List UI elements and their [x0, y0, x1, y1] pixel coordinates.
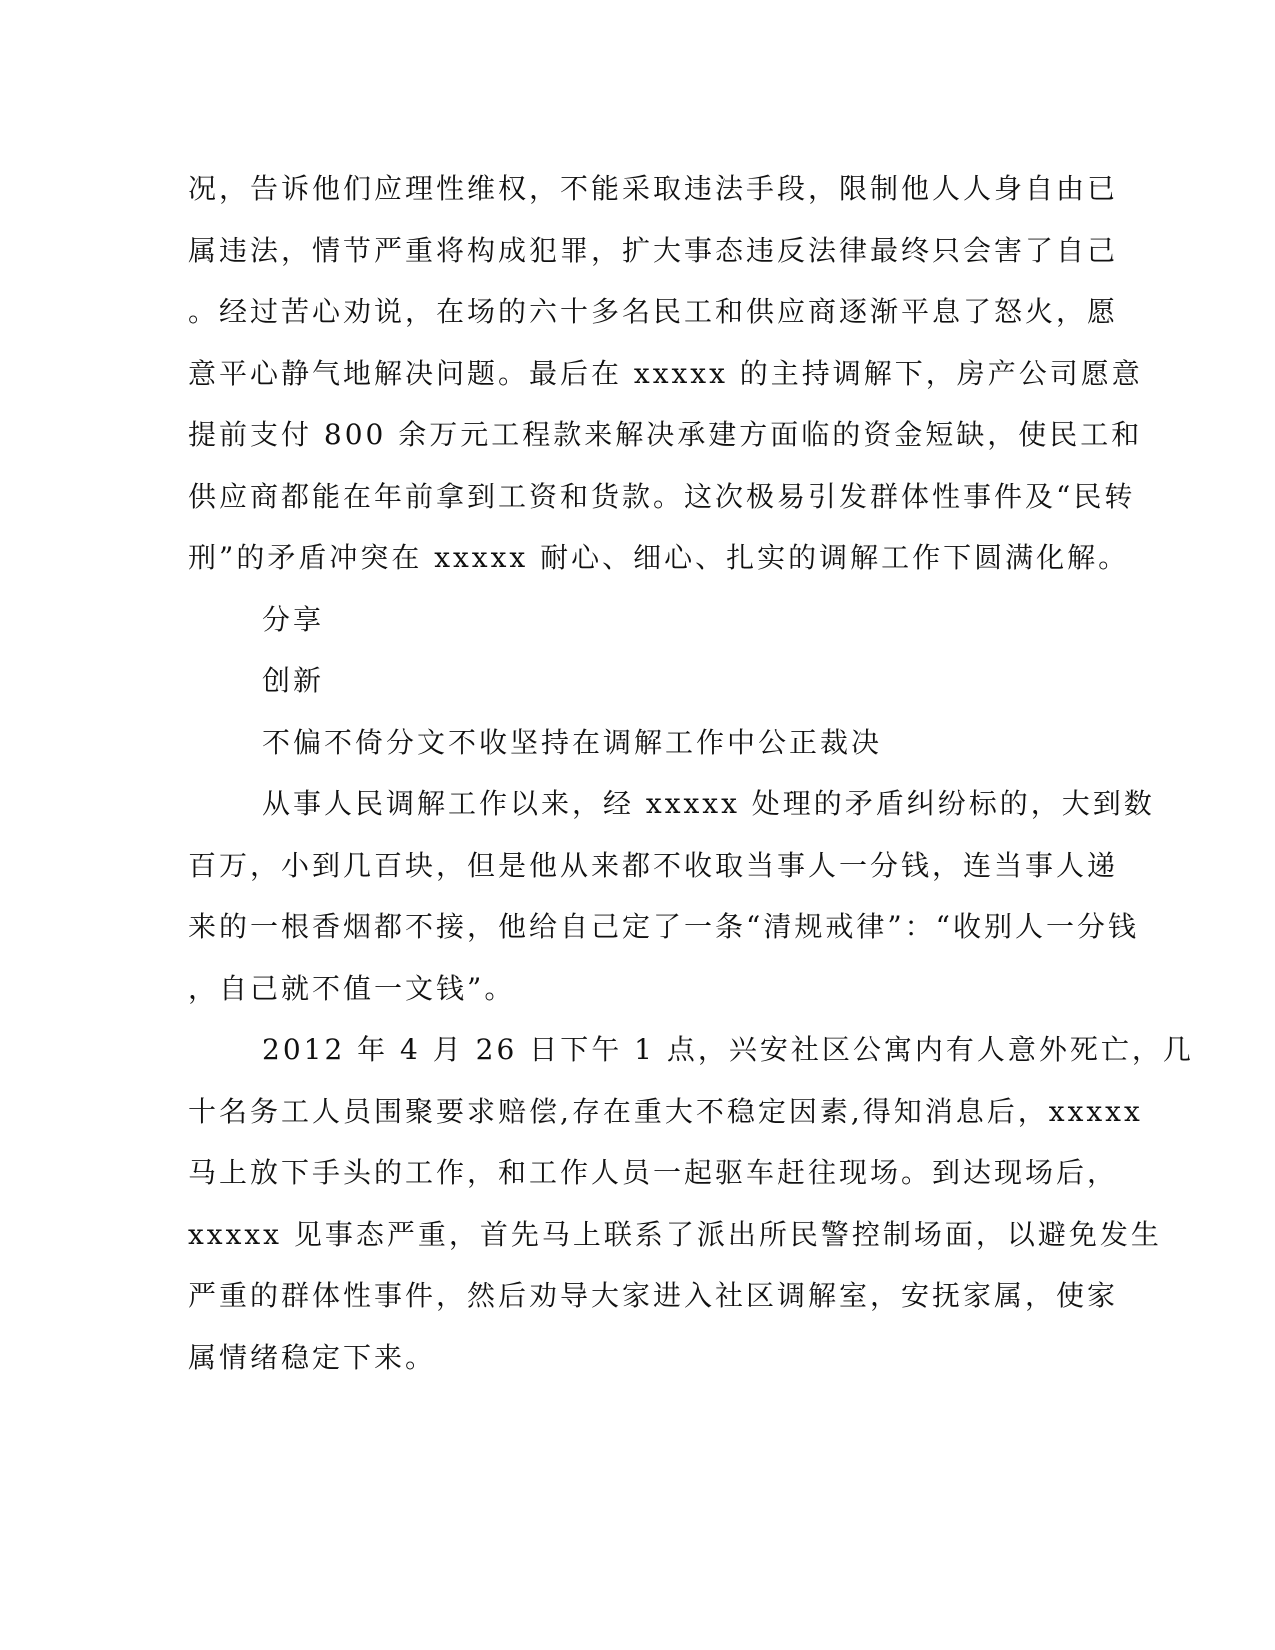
section-title: 不偏不倚分文不收坚持在调解工作中公正裁决: [262, 725, 883, 759]
heading-innovation: 创新: [262, 664, 325, 697]
text-line: 刑”的矛盾冲突在 xxxxx 耐心、细心、扎实的调解工作下圆满化解。: [188, 541, 1130, 574]
text-line: 来的一根香烟都不接，他给自己定了一条“清规戒律”：“收别人一分钱: [188, 910, 1139, 943]
text-line: 2012 年 4 月 26 日下午 1 点，兴安社区公寓内有人意外死亡，几: [262, 1033, 1194, 1066]
text-line: 十名务工人员围聚要求赔偿,存在重大不稳定因素,得知消息后，xxxxx: [188, 1094, 1143, 1128]
text-line: 。经过苦心劝说，在场的六十多名民工和供应商逐渐平息了怒火，愿: [188, 295, 1119, 328]
text-line: 供应商都能在年前拿到工资和货款。这次极易引发群体性事件及“民转: [188, 479, 1136, 513]
text-line: 属违法，情节严重将构成犯罪，扩大事态违反法律最终只会害了自己: [188, 233, 1119, 267]
text-line: 况，告诉他们应理性维权，不能采取违法手段，限制他人人身自由已: [188, 172, 1119, 205]
heading-share: 分享: [262, 602, 325, 636]
text-line: 属情绪稳定下来。: [188, 1340, 437, 1374]
text-line: 严重的群体性事件，然后劝导大家进入社区调解室，安抚家属，使家: [188, 1279, 1119, 1312]
text-line: 百万，小到几百块，但是他从来都不收取当事人一分钱，连当事人递: [188, 848, 1119, 882]
text-line: ，自己就不值一文钱”。: [188, 971, 516, 1005]
text-line: 从事人民调解工作以来，经 xxxxx 处理的矛盾纠纷标的，大到数: [262, 787, 1155, 820]
text-line: 马上放下手头的工作，和工作人员一起驱车赶往现场。到达现场后，: [188, 1156, 1119, 1189]
text-line: 意平心静气地解决问题。最后在 xxxxx 的主持调解下，房产公司愿意: [188, 356, 1143, 390]
text-line: 提前支付 800 余万元工程款来解决承建方面临的资金短缺，使民工和: [188, 418, 1143, 451]
text-line: xxxxx 见事态严重，首先马上联系了派出所民警控制场面，以避免发生: [188, 1217, 1162, 1251]
document-body: [188, 158, 1194, 1388]
